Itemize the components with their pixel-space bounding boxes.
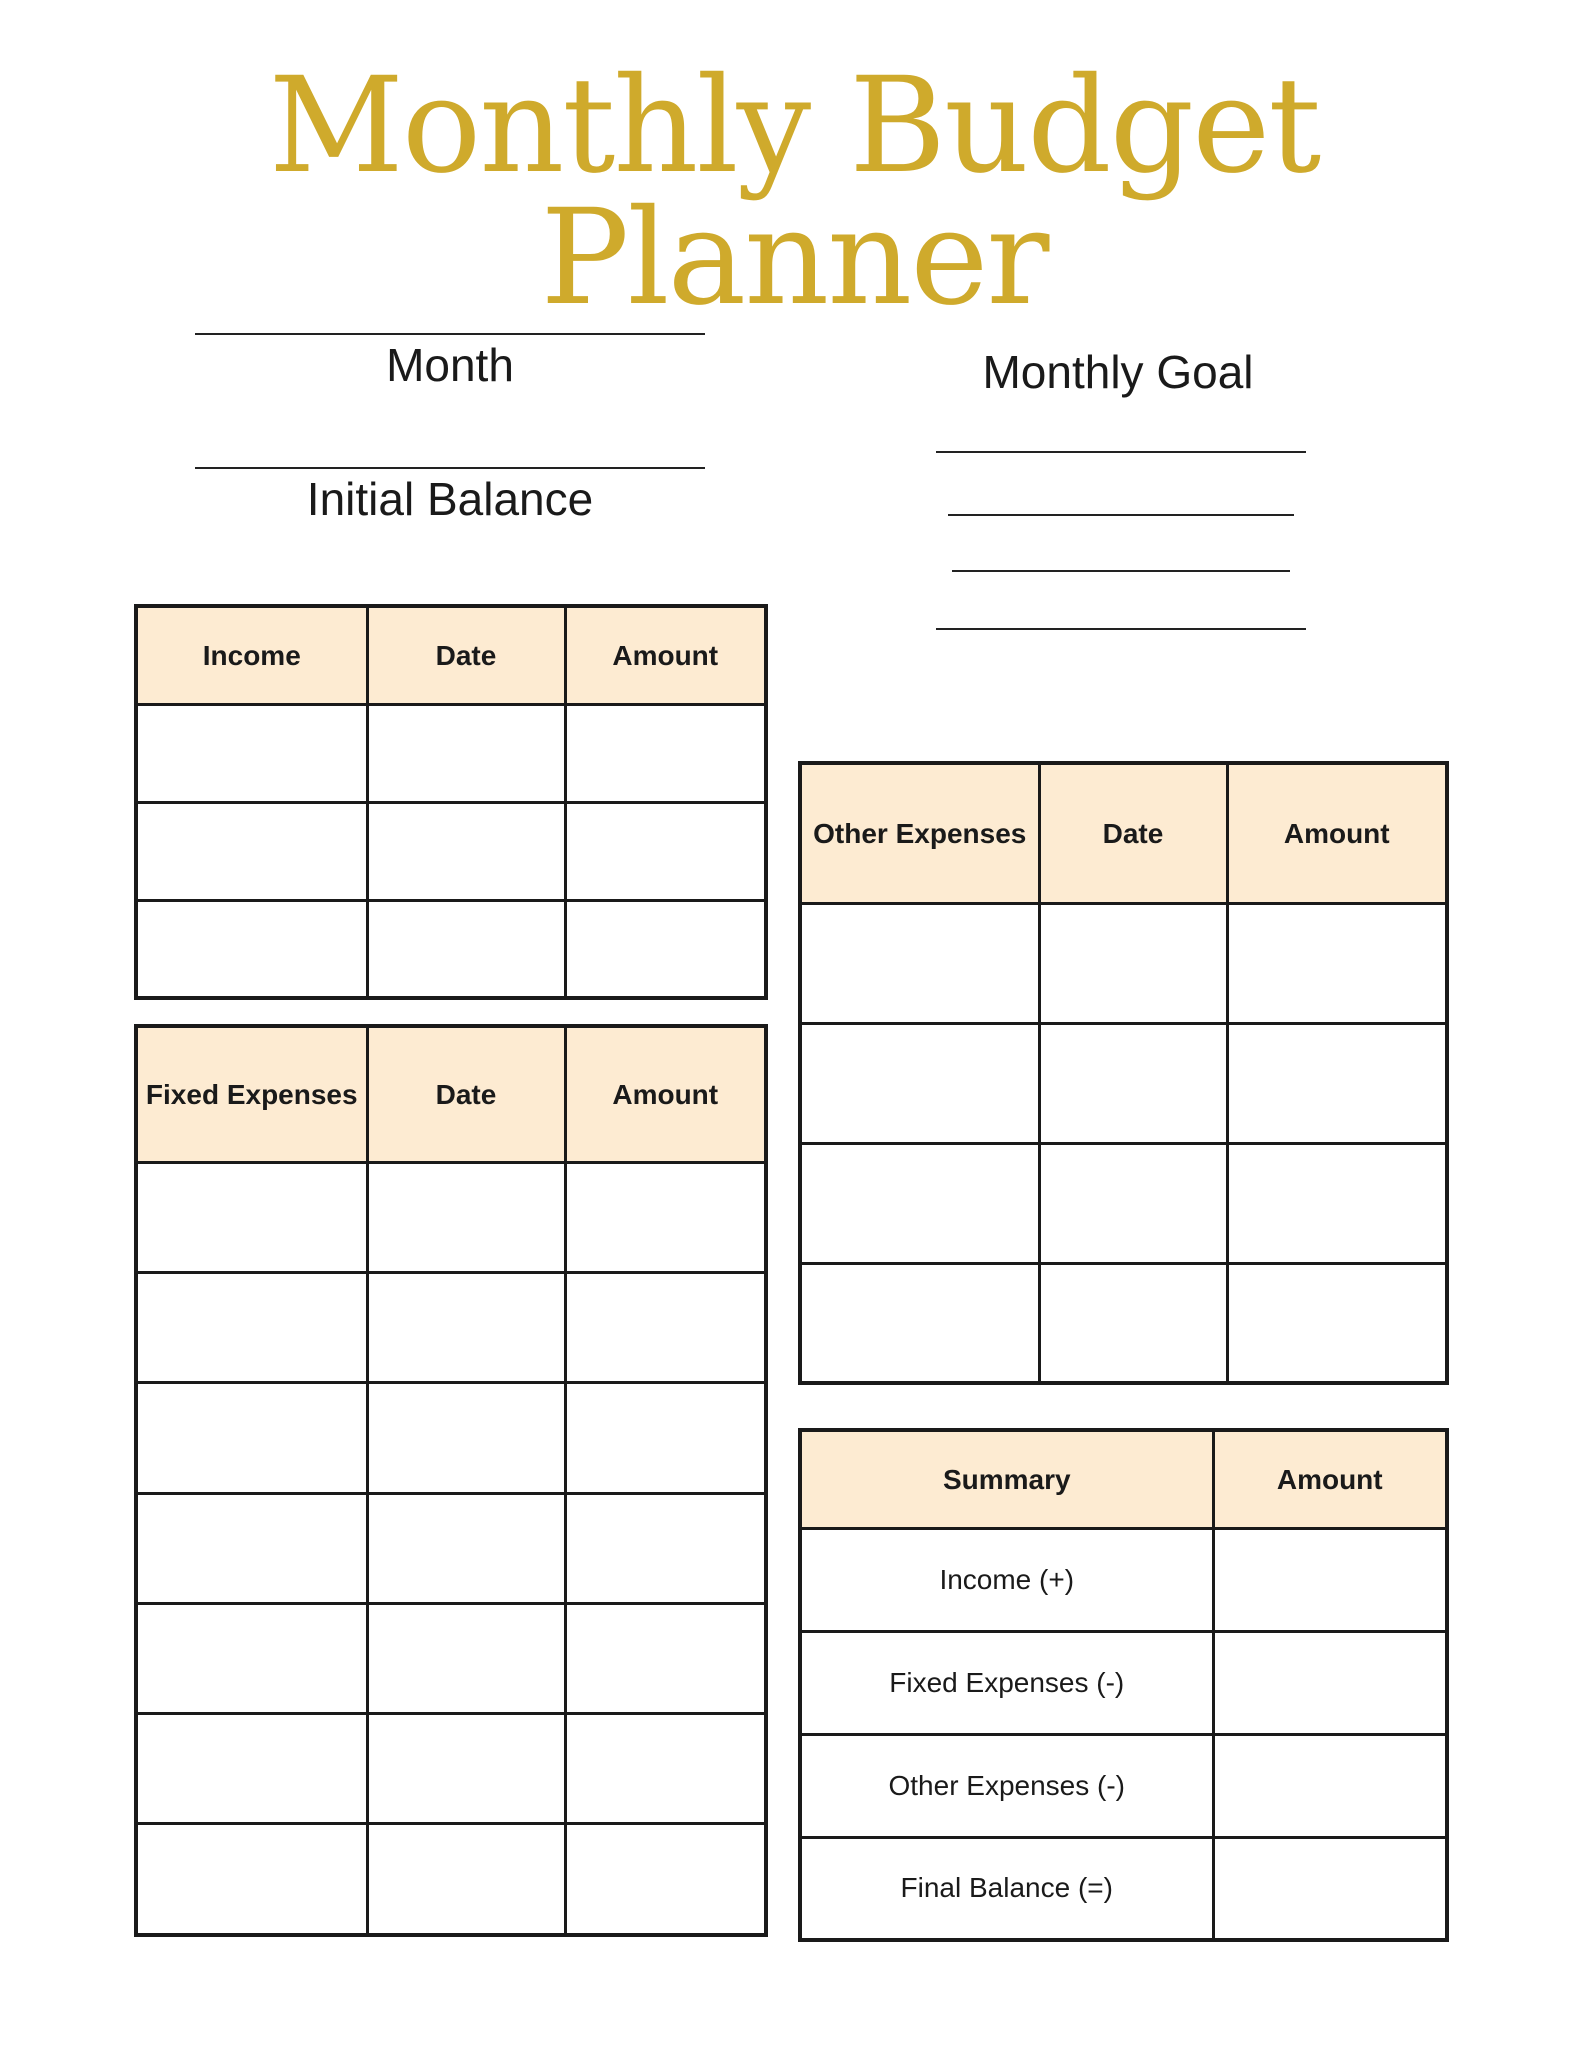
date-cell[interactable] [1039, 1143, 1227, 1263]
other-expense-cell[interactable] [800, 903, 1039, 1023]
date-cell[interactable] [1039, 1023, 1227, 1143]
date-cell[interactable] [367, 1603, 565, 1713]
date-cell[interactable] [367, 802, 565, 900]
amount-header: Amount [565, 1026, 766, 1162]
summary-final-balance-label: Final Balance (=) [800, 1837, 1213, 1940]
table-row [136, 1493, 766, 1603]
date-cell[interactable] [367, 1824, 565, 1935]
amount-cell[interactable] [565, 1383, 766, 1493]
amount-cell[interactable] [565, 1273, 766, 1383]
fixed-expenses-header: Fixed Expenses [136, 1026, 367, 1162]
amount-cell[interactable] [565, 1713, 766, 1823]
table-row [800, 1023, 1447, 1143]
table-row [136, 1273, 766, 1383]
table-row [800, 1528, 1447, 1631]
amount-cell[interactable] [565, 1603, 766, 1713]
amount-cell[interactable] [1227, 903, 1447, 1023]
table-row [136, 704, 766, 802]
summary-other-expenses-label: Other Expenses (-) [800, 1734, 1213, 1837]
table-row [800, 1263, 1447, 1383]
monthly-goal-line-4[interactable] [936, 628, 1306, 630]
amount-cell[interactable] [1213, 1528, 1447, 1631]
other-expense-cell[interactable] [800, 1263, 1039, 1383]
other-expense-cell[interactable] [800, 1023, 1039, 1143]
table-row [800, 1143, 1447, 1263]
amount-cell[interactable] [1213, 1734, 1447, 1837]
fixed-expense-cell[interactable] [136, 1824, 367, 1935]
table-row [800, 1734, 1447, 1837]
amount-header: Amount [1213, 1430, 1447, 1528]
initial-balance-label: Initial Balance [306, 473, 594, 525]
date-cell[interactable] [367, 1162, 565, 1272]
table-row [136, 1824, 766, 1935]
date-cell[interactable] [367, 900, 565, 998]
amount-cell[interactable] [1227, 1143, 1447, 1263]
table-row [136, 1713, 766, 1823]
table-row [800, 1631, 1447, 1734]
table-row [136, 802, 766, 900]
amount-header: Amount [565, 606, 766, 704]
month-label: Month [386, 339, 514, 391]
income-cell[interactable] [136, 802, 367, 900]
date-cell[interactable] [1039, 1263, 1227, 1383]
date-cell[interactable] [367, 1273, 565, 1383]
income-cell[interactable] [136, 704, 367, 802]
fixed-expense-cell[interactable] [136, 1162, 367, 1272]
date-header: Date [1039, 763, 1227, 903]
amount-cell[interactable] [1213, 1631, 1447, 1734]
income-table [134, 604, 768, 1000]
other-expenses-table [798, 761, 1449, 1385]
summary-income-label: Income (+) [800, 1528, 1213, 1631]
fixed-expense-cell[interactable] [136, 1273, 367, 1383]
fixed-expense-cell[interactable] [136, 1713, 367, 1823]
initial-balance-input-line[interactable] [195, 467, 705, 469]
table-row [800, 903, 1447, 1023]
summary-fixed-expenses-label: Fixed Expenses (-) [800, 1631, 1213, 1734]
amount-cell[interactable] [565, 802, 766, 900]
date-cell[interactable] [367, 1493, 565, 1603]
table-row [136, 1603, 766, 1713]
amount-cell[interactable] [1227, 1023, 1447, 1143]
amount-cell[interactable] [1213, 1837, 1447, 1940]
other-expense-cell[interactable] [800, 1143, 1039, 1263]
table-row [136, 1162, 766, 1272]
summary-table [798, 1428, 1449, 1942]
summary-header: Summary [800, 1430, 1213, 1528]
income-cell[interactable] [136, 900, 367, 998]
month-input-line[interactable] [195, 333, 705, 335]
date-cell[interactable] [1039, 903, 1227, 1023]
table-row [800, 1837, 1447, 1940]
table-row [136, 900, 766, 998]
amount-cell[interactable] [565, 704, 766, 802]
fixed-expenses-table [134, 1024, 768, 1937]
income-header: Income [136, 606, 367, 704]
amount-cell[interactable] [565, 1824, 766, 1935]
amount-header: Amount [1227, 763, 1447, 903]
date-cell[interactable] [367, 1713, 565, 1823]
date-header: Date [367, 606, 565, 704]
monthly-goal-line-2[interactable] [948, 514, 1294, 516]
monthly-goal-label: Monthly Goal [982, 346, 1254, 398]
fixed-expense-cell[interactable] [136, 1603, 367, 1713]
table-row [136, 1383, 766, 1493]
amount-cell[interactable] [565, 1162, 766, 1272]
monthly-goal-line-1[interactable] [936, 451, 1306, 453]
page-title: Monthly Budget Planner [268, 49, 1320, 335]
other-expenses-header: Other Expenses [800, 763, 1039, 903]
fixed-expense-cell[interactable] [136, 1493, 367, 1603]
date-cell[interactable] [367, 1383, 565, 1493]
date-header: Date [367, 1026, 565, 1162]
monthly-goal-line-3[interactable] [952, 570, 1290, 572]
amount-cell[interactable] [1227, 1263, 1447, 1383]
amount-cell[interactable] [565, 900, 766, 998]
amount-cell[interactable] [565, 1493, 766, 1603]
date-cell[interactable] [367, 704, 565, 802]
fixed-expense-cell[interactable] [136, 1383, 367, 1493]
